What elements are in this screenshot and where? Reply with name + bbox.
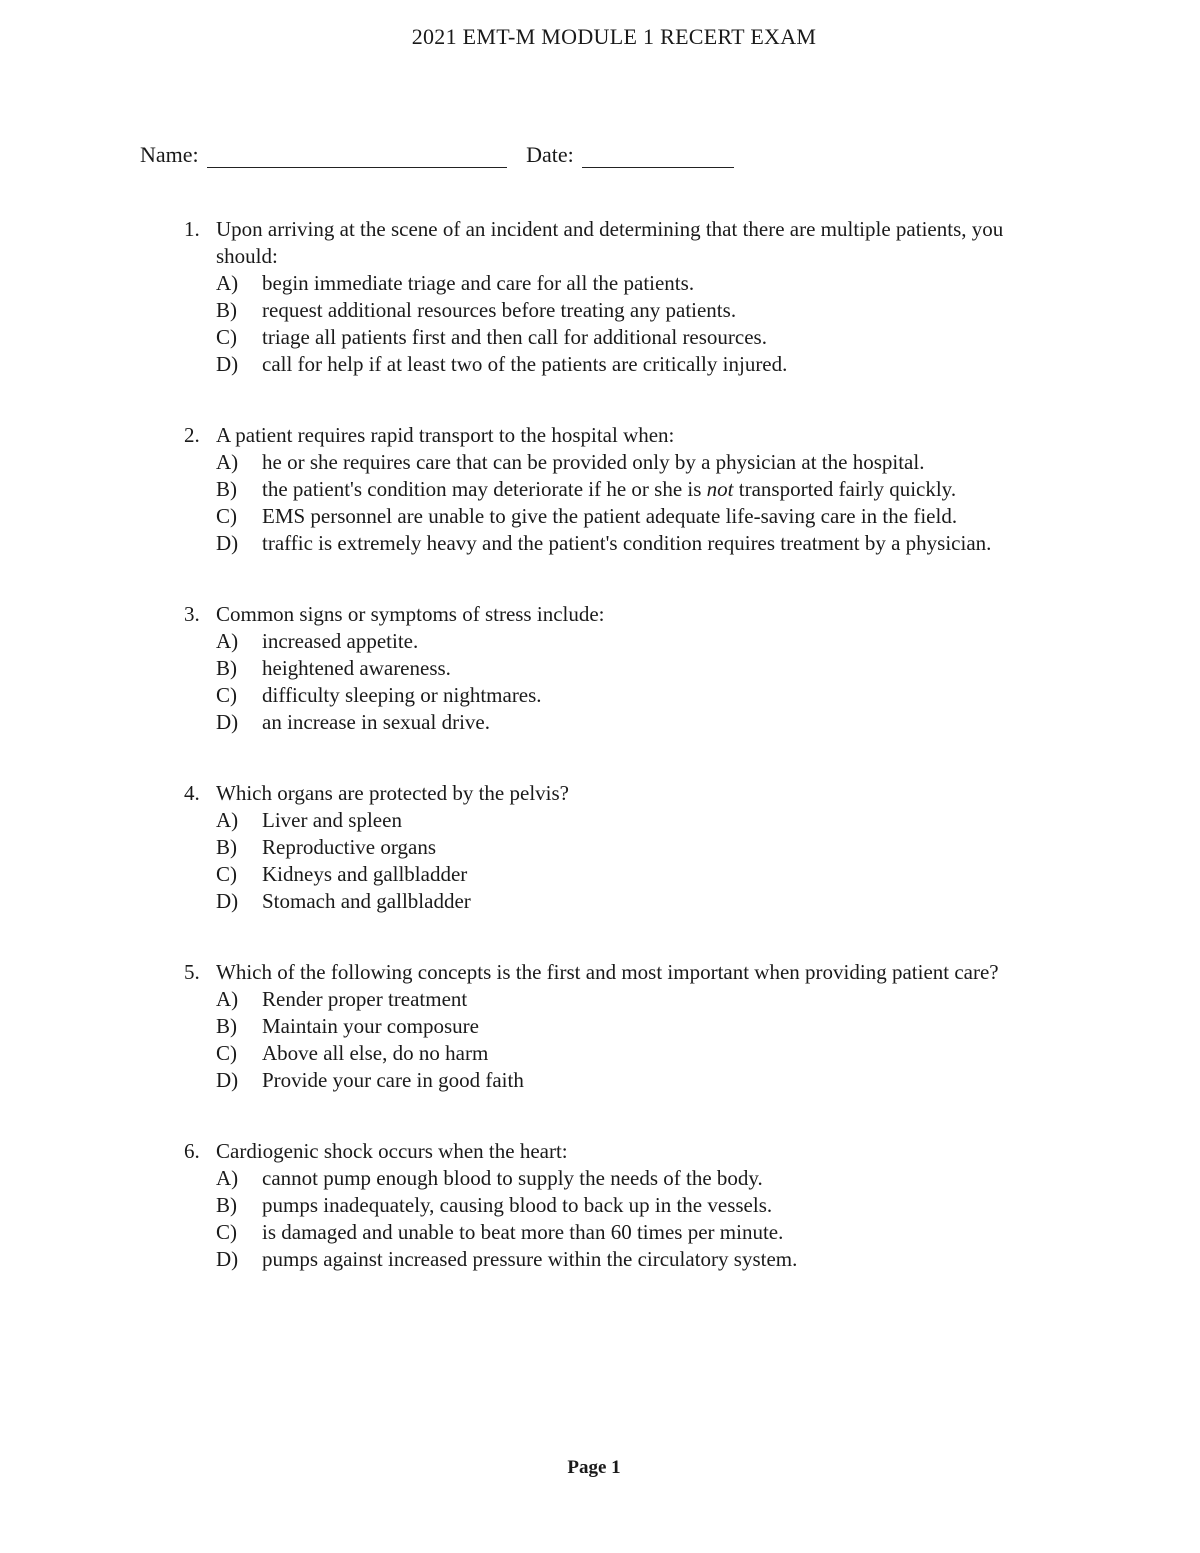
choice-text: EMS personnel are unable to give the patient adequate life-saving care in the field. [262, 504, 958, 528]
question-number: 1. [184, 217, 200, 241]
choice-letter: C) [216, 504, 237, 528]
choice-text: Maintain your composure [262, 1014, 479, 1038]
answer-choice [216, 351, 1064, 378]
choice-text: Liver and spleen [262, 808, 402, 832]
question-6 [184, 1138, 1064, 1273]
choice-text: an increase in sexual drive. [262, 710, 490, 734]
answer-choice [216, 655, 1064, 682]
choice-letter: C) [216, 1220, 237, 1244]
choice-letter: B) [216, 656, 237, 680]
answer-choice [216, 1067, 1064, 1094]
question-1 [184, 216, 1064, 378]
choice-letter: D) [216, 710, 239, 734]
choice-text: heightened awareness. [262, 656, 451, 680]
answer-choices [216, 628, 1064, 736]
answer-choice [216, 297, 1064, 324]
choice-letter: A) [216, 450, 239, 474]
choice-letter: A) [216, 271, 239, 295]
choice-text-part: the patient's condition may deteriorate if he or she is [262, 477, 707, 501]
choice-text: he or she requires care that can be provided only by a physician at the hospital. [262, 450, 925, 474]
question-number: 6. [184, 1139, 200, 1163]
answer-choice [216, 628, 1064, 655]
answer-choices [216, 449, 1064, 557]
question-text: Which of the following concepts is the first and most important when providing patient care? [216, 960, 999, 984]
question-3 [184, 601, 1064, 736]
choice-text: increased appetite. [262, 629, 419, 653]
question-list [184, 216, 1064, 1317]
choice-letter: B) [216, 1193, 237, 1217]
answer-choice [216, 1219, 1064, 1246]
choice-letter: C) [216, 325, 237, 349]
answer-choice [216, 324, 1064, 351]
student-info-fields [140, 142, 734, 168]
name-label: Name: [140, 142, 199, 167]
choice-text: Above all else, do no harm [262, 1041, 489, 1065]
answer-choice [216, 270, 1064, 297]
choice-text: Reproductive organs [262, 835, 436, 859]
choice-letter: A) [216, 987, 239, 1011]
answer-choice [216, 834, 1064, 861]
date-blank[interactable] [582, 145, 734, 168]
page-number: Page 1 [567, 1457, 621, 1478]
answer-choice [216, 807, 1064, 834]
name-blank[interactable] [207, 145, 507, 168]
choice-letter: D) [216, 889, 239, 913]
answer-choice [216, 1040, 1064, 1067]
choice-letter: D) [216, 352, 239, 376]
answer-choice [216, 1246, 1064, 1273]
question-2 [184, 422, 1064, 557]
question-text: Common signs or symptoms of stress include: [216, 602, 605, 626]
answer-choice [216, 861, 1064, 888]
choice-letter: D) [216, 531, 239, 555]
question-number: 2. [184, 423, 200, 447]
question-text: Cardiogenic shock occurs when the heart: [216, 1139, 568, 1163]
choice-text: cannot pump enough blood to supply the needs of the body. [262, 1166, 763, 1190]
question-number: 4. [184, 781, 200, 805]
choice-text-part: transported fairly quickly. [733, 477, 957, 501]
answer-choice [216, 682, 1064, 709]
answer-choices [216, 986, 1064, 1094]
choice-text: Kidneys and gallbladder [262, 862, 468, 886]
question-4 [184, 780, 1064, 915]
choice-text: is damaged and unable to beat more than 60 times per minute. [262, 1220, 784, 1244]
choice-text: triage all patients first and then call for additional resources. [262, 325, 767, 349]
answer-choice [216, 986, 1064, 1013]
choice-text: Stomach and gallbladder [262, 889, 471, 913]
question-number: 3. [184, 602, 200, 626]
choice-letter: B) [216, 477, 237, 501]
answer-choice [216, 503, 1064, 530]
choice-letter: A) [216, 629, 239, 653]
choice-text: call for help if at least two of the patients are critically injured. [262, 352, 788, 376]
choice-letter: B) [216, 298, 237, 322]
question-text: Which organs are protected by the pelvis? [216, 781, 569, 805]
answer-choice [216, 530, 1064, 557]
choice-text: begin immediate triage and care for all the patients. [262, 271, 695, 295]
question-number: 5. [184, 960, 200, 984]
choice-letter: B) [216, 835, 237, 859]
choice-letter: C) [216, 1041, 237, 1065]
question-text: A patient requires rapid transport to the hospital when: [216, 423, 675, 447]
answer-choice [216, 476, 1064, 503]
choice-text: Provide your care in good faith [262, 1068, 524, 1092]
choice-text: difficulty sleeping or nightmares. [262, 683, 542, 707]
answer-choices [216, 807, 1064, 915]
choice-letter: B) [216, 1014, 237, 1038]
exam-title: 2021 EMT-M MODULE 1 RECERT EXAM [411, 24, 817, 49]
answer-choices [216, 1165, 1064, 1273]
answer-choice [216, 888, 1064, 915]
choice-letter: A) [216, 808, 239, 832]
date-label: Date: [526, 142, 574, 167]
choice-text-emphasis: not [706, 477, 734, 501]
answer-choice [216, 1013, 1064, 1040]
choice-letter: C) [216, 862, 237, 886]
question-text: Upon arriving at the scene of an incident and determining that there are multiple patients, you should: [216, 217, 1004, 268]
choice-letter: D) [216, 1247, 239, 1271]
answer-choice [216, 1165, 1064, 1192]
choice-text: traffic is extremely heavy and the patient's condition requires treatment by a physician. [262, 531, 992, 555]
answer-choice [216, 709, 1064, 736]
answer-choice [216, 1192, 1064, 1219]
choice-text: pumps against increased pressure within the circulatory system. [262, 1247, 798, 1271]
choice-text: Render proper treatment [262, 987, 468, 1011]
answer-choice [216, 449, 1064, 476]
choice-letter: C) [216, 683, 237, 707]
choice-text: request additional resources before treating any patients. [262, 298, 737, 322]
choice-text: pumps inadequately, causing blood to back up in the vessels. [262, 1193, 773, 1217]
question-5 [184, 959, 1064, 1094]
choice-letter: D) [216, 1068, 239, 1092]
choice-letter: A) [216, 1166, 239, 1190]
answer-choices [216, 270, 1064, 378]
